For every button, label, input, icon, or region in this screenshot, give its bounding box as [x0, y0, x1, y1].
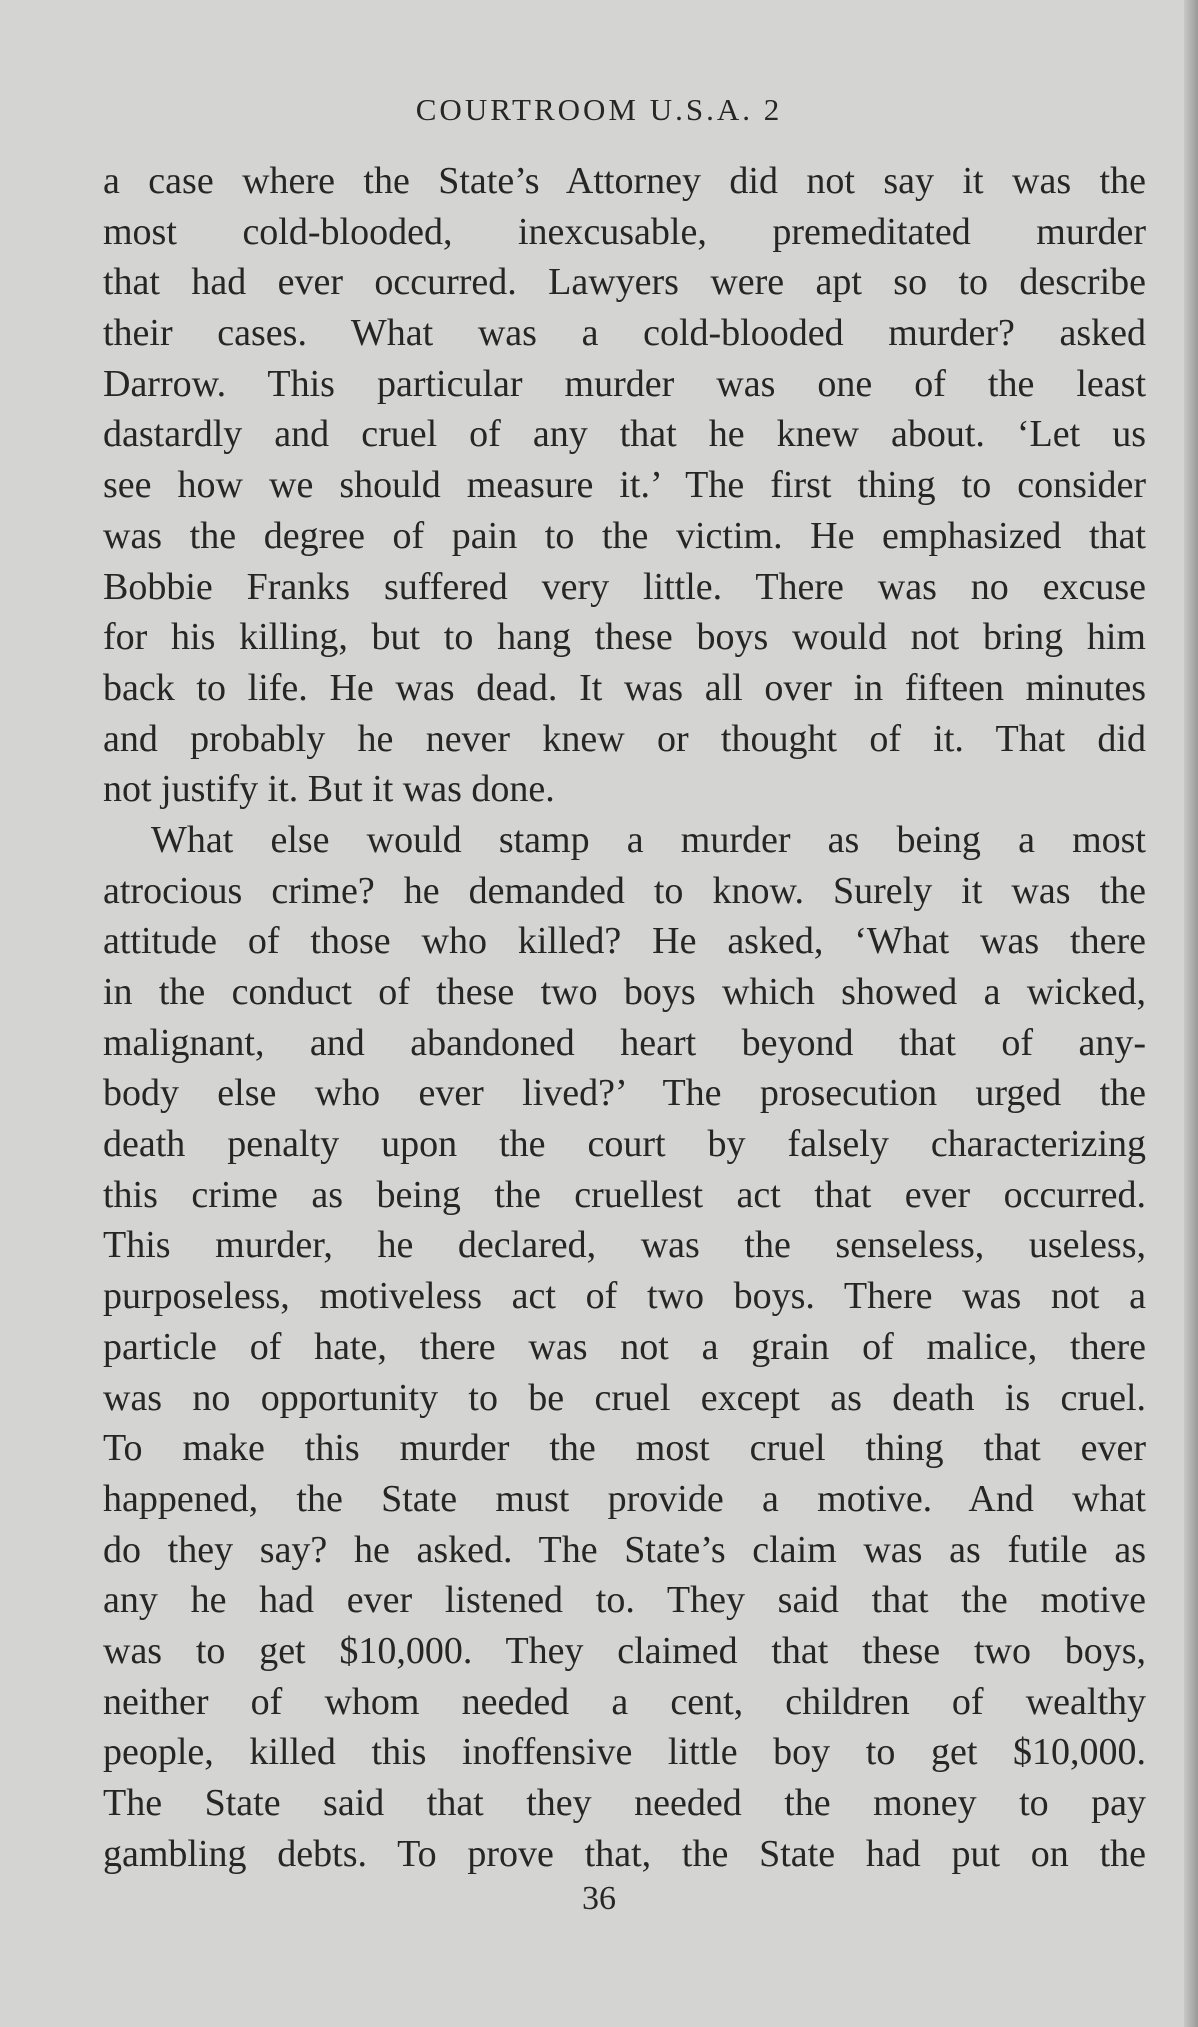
text-line: any he had ever listened to. They said that the motive	[103, 1579, 1146, 1622]
text-line: their cases. What was a cold-blooded murder? asked	[103, 312, 1146, 355]
text-line: Darrow. This particular murder was one of the least	[103, 362, 1146, 405]
text-line: not justify it. But it was done.	[103, 768, 555, 811]
running-header: COURTROOM U.S.A. 2	[415, 92, 783, 127]
text-line: and probably he never knew or thought of it. That did	[103, 717, 1146, 760]
body-text	[103, 156, 1146, 1879]
text-line: back to life. He was dead. It was all over in fifteen minutes	[103, 666, 1146, 709]
text-line: a case where the State’s Attorney did not say it was the	[103, 160, 1146, 202]
text-line: dastardly and cruel of any that he knew about. ‘Let us	[103, 413, 1146, 456]
text-line: To make this murder the most cruel thing that ever	[103, 1427, 1146, 1470]
text-line: The State said that they needed the money to pay	[103, 1782, 1146, 1824]
page-number: 36	[582, 1880, 616, 1917]
text-line: people, killed this inoffensive little boy to get $10,000.	[103, 1731, 1146, 1774]
text-line: in the conduct of these two boys which showed a wicked,	[103, 971, 1146, 1013]
text-line: Bobbie Franks suffered very little. There was no excuse	[103, 565, 1146, 608]
text-line: see how we should measure it.’ The first thing to consider	[103, 464, 1146, 507]
text-line: This murder, he declared, was the senseless, useless,	[103, 1224, 1146, 1267]
text-line: was the degree of pain to the victim. He emphasized that	[103, 514, 1146, 557]
text-line: malignant, and abandoned heart beyond that of any-	[103, 1021, 1146, 1064]
text-line: death penalty upon the court by falsely characterizing	[103, 1123, 1146, 1166]
text-line: attitude of those who killed? He asked, ‘What was there	[103, 920, 1146, 963]
text-line: purposeless, motiveless act of two boys. There was not a	[103, 1275, 1146, 1318]
text-line: most cold-blooded, inexcusable, premeditated murder	[103, 210, 1146, 253]
text-line: gambling debts. To prove that, the State had put on the	[103, 1832, 1146, 1875]
text-line: neither of whom needed a cent, children of wealthy	[103, 1680, 1146, 1723]
text-line: particle of hate, there was not a grain of malice, there	[103, 1325, 1146, 1368]
text-line: for his killing, but to hang these boys would not bring him	[103, 616, 1146, 659]
text-line: was no opportunity to be cruel except as death is cruel.	[103, 1376, 1146, 1419]
text-line: this crime as being the cruellest act that ever occurred.	[103, 1173, 1146, 1216]
text-line: that had ever occurred. Lawyers were apt so to describe	[103, 261, 1146, 304]
text-line: What else would stamp a murder as being a most	[151, 818, 1146, 861]
text-line: do they say? he asked. The State’s claim was as futile as	[103, 1528, 1146, 1571]
text-line: body else who ever lived?’ The prosecution urged the	[103, 1072, 1146, 1115]
text-line: atrocious crime? he demanded to know. Surely it was the	[103, 869, 1146, 912]
page-edge-shadow	[1184, 0, 1198, 2027]
text-line: happened, the State must provide a motive. And what	[103, 1477, 1146, 1520]
text-line: was to get $10,000. They claimed that these two boys,	[103, 1629, 1146, 1672]
